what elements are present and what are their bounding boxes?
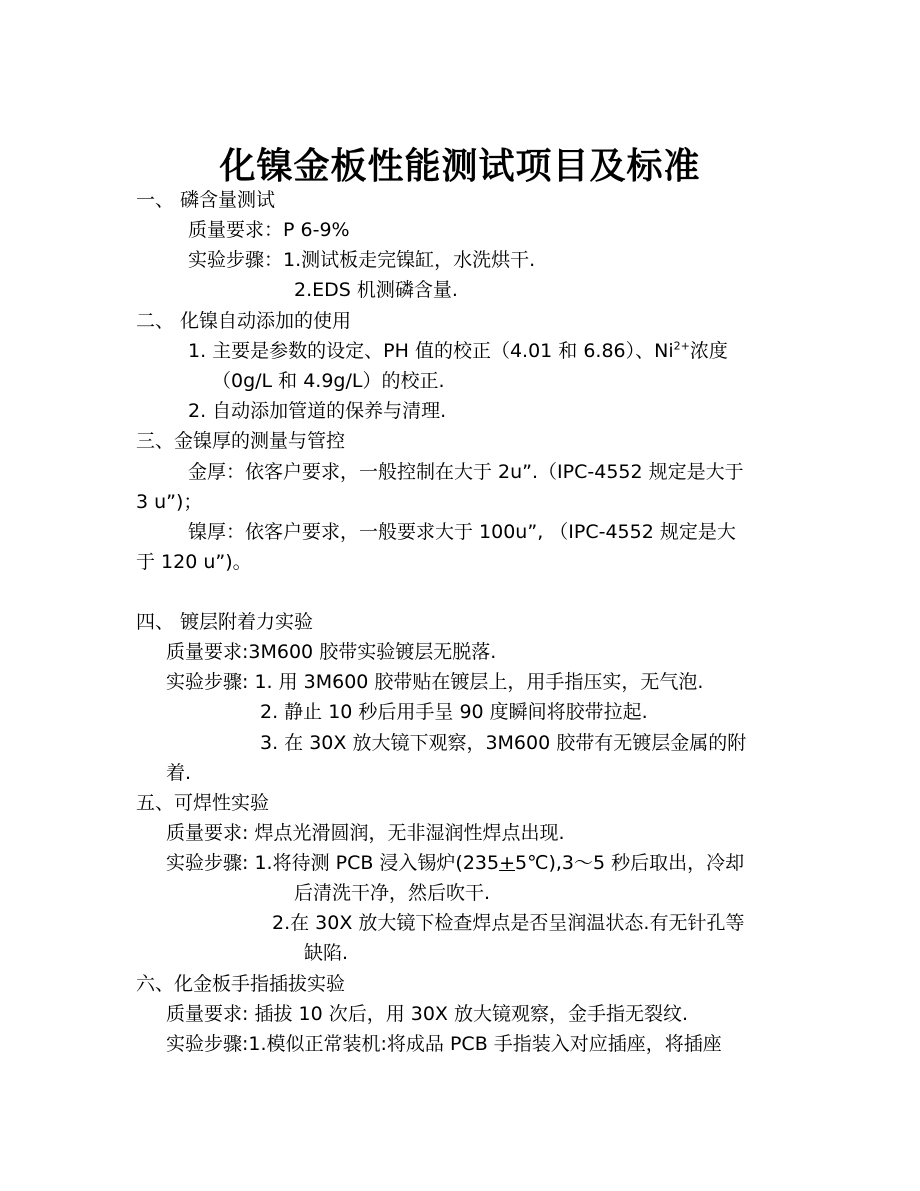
section-1-heading: 一、 磷含量测试 <box>136 189 276 211</box>
section-4-heading: 四、 镀层附着力实验 <box>136 611 314 633</box>
section-5-quality: 质量要求: 焊点光滑圆润，无非湿润性焊点出现. <box>166 822 565 844</box>
item-1-text: 1. 主要是参数的设定、PH 值的校正（4.01 和 6.86）、Ni <box>188 340 674 362</box>
section-2-item-1-cont: （0g/L 和 4.9g/L）的校正. <box>212 370 445 392</box>
section-5-step-2-cont: 缺陷. <box>304 942 349 964</box>
section-5-step-1-cont: 后清洗干净，然后吹干. <box>294 882 491 904</box>
section-2-heading: 二、 化镍自动添加的使用 <box>136 310 352 332</box>
section-4-step-3: 3. 在 30X 放大镜下观察，3M600 胶带有无镀层金属的附 <box>260 732 747 754</box>
section-4-step-1: 实验步骤: 1. 用 3M600 胶带贴在镀层上，用手指压实，无气泡. <box>166 671 704 693</box>
step-1-tail: 5℃),3～5 秒后取出，冷却 <box>515 852 745 874</box>
step-1-text: 实验步骤: 1.将待测 PCB 浸入锡炉(235 <box>166 852 500 874</box>
section-3-gold-line: 金厚：依客户要求，一般控制在大于 2u”.（IPC-4552 规定是大于 <box>188 461 744 483</box>
section-6-quality: 质量要求: 插拔 10 次后，用 30X 放大镜观察，金手指无裂纹. <box>166 1003 689 1025</box>
section-3-heading: 三、金镍厚的测量与管控 <box>136 430 346 452</box>
plus-minus-sign: + <box>499 852 516 874</box>
section-6-heading: 六、化金板手指插拔实验 <box>136 973 346 995</box>
section-1-quality: 质量要求：P 6-9% <box>188 219 350 241</box>
section-4-step-3-cont: 着. <box>166 762 192 784</box>
section-3-nickel-line: 镍厚：依客户要求，一般要求大于 100u”, （IPC-4552 规定是大 <box>188 521 736 543</box>
section-4-step-2: 2. 静止 10 秒后用手呈 90 度瞬间将胶带拉起. <box>260 701 648 723</box>
section-4-quality: 质量要求:3M600 胶带实验镀层无脱落. <box>166 641 497 663</box>
section-1-step-1: 实验步骤：1.测试板走完镍缸，水洗烘干. <box>188 249 536 271</box>
section-3-nickel-cont: 于 120 u”)。 <box>136 551 252 573</box>
item-1-tail: 浓度 <box>689 340 728 362</box>
section-3-gold-cont: 3 u”)； <box>136 491 203 513</box>
section-5-step-1 <box>166 851 744 875</box>
page-title: 化镍金板性能测试项目及标准 <box>219 145 701 187</box>
section-6-step-1: 实验步骤:1.模似正常装机:将成品 PCB 手指装入对应插座，将插座 <box>166 1033 722 1055</box>
section-5-heading: 五、可焊性实验 <box>136 792 270 814</box>
section-1-step-2: 2.EDS 机测磷含量. <box>294 279 458 301</box>
section-2-item-2: 2. 自动添加管道的保养与清理. <box>188 400 447 422</box>
section-5-step-2: 2.在 30X 放大镜下检查焊点是否呈润温状态.有无针孔等 <box>272 912 745 934</box>
ni-charge-superscript: 2+ <box>673 339 690 353</box>
section-2-item-1 <box>188 339 728 363</box>
